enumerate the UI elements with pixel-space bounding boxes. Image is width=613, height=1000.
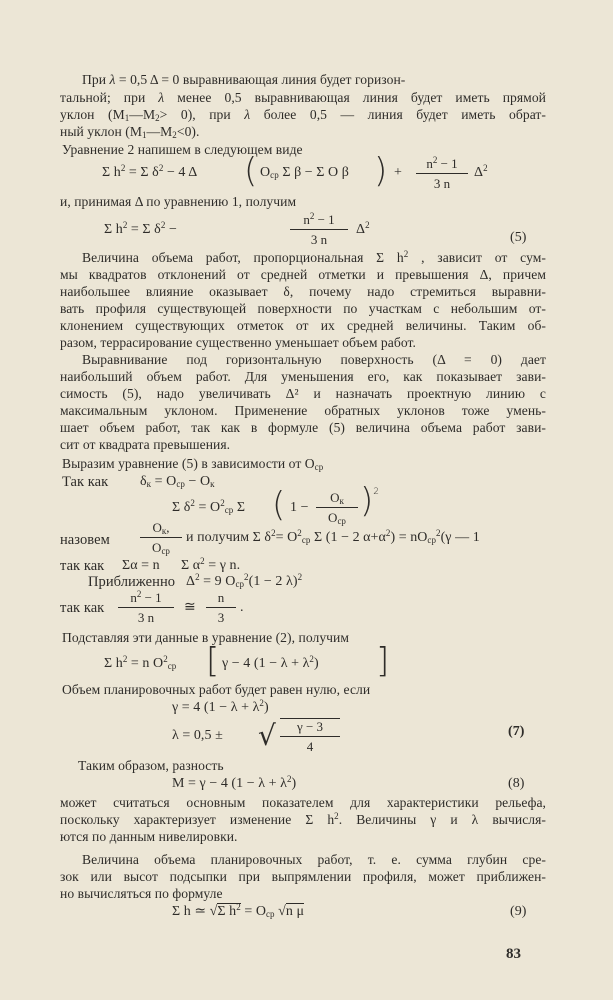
paren-close: )$^2$	[360, 481, 379, 521]
fraction: $\frac{n^2 - 1}{3 n}$	[290, 212, 348, 248]
paren-open: (	[272, 485, 286, 525]
fraction: $\frac{n^2 - 1}{3 n}$	[416, 156, 468, 192]
text-line: может считаться основным показателем для характеристики рельефа,	[60, 795, 546, 810]
fraction: $\frac{n}{3}$	[206, 590, 236, 626]
equation-5: Σ $h^2 = \Sigma$ $\delta^2$ −	[104, 220, 177, 237]
text-line: но вычисляться по формуле	[60, 886, 223, 901]
equation-b: $\delta_к = O_{ср} - O_к$	[140, 474, 215, 489]
fraction: $\frac{\gamma - 3}{4}$	[280, 718, 340, 755]
text-line: клонением существующих отметок от их средней величины. Таким об-	[60, 318, 546, 333]
text-line: симость (5), надо увеличивать Δ² и назначать проектную линию с	[60, 386, 546, 401]
text-line: и, принимая Δ по уравнению 1, получим	[60, 194, 297, 209]
text-line: так как	[60, 558, 105, 574]
equation-7: λ = 0,5 ±	[172, 728, 223, 743]
text-line: разом, террасирование существенно уменьшает объем работ.	[60, 335, 416, 350]
text-line: При λ = 0,5 Δ = 0 выравнивающая линия будет горизон-	[82, 72, 406, 87]
text-line: зок или высот подсыпки при выпрямлении профиля, может приближен-	[60, 869, 546, 884]
text-line: Величина объема работ, пропорциональная Σ $h^2$ , зависит от сум-	[82, 249, 546, 265]
text-line: Таким образом, разность	[78, 758, 224, 773]
text-line: мы квадратов отклонений от средней отметки и превышения Δ, причем	[60, 267, 546, 282]
equation-9: Σ h ≃ √Σ $h^2 = O_{ср}$ √n μ	[172, 902, 305, 919]
text-line: наибольший объем работ. Для уменьшения его, как показывает зави-	[60, 369, 546, 384]
equation-8: M = γ − 4 $(1 - \lambda + \lambda^2)$	[172, 774, 297, 791]
text-line: ный уклон $(M_1—M_2<0)$.	[60, 124, 200, 140]
text-line: шает объем работ, так как в формуле (5) величина объема работ зави-	[60, 420, 546, 435]
equation-a-left: Σ $h^2 = \Sigma$ $\delta^2 - 4$ Δ	[102, 163, 198, 180]
bracket-close: ]	[376, 641, 390, 681]
text-line: Подставляя эти данные в уравнение (2), получим	[62, 630, 350, 645]
paren-close: )	[374, 151, 388, 191]
fraction: $\frac{n^2 - 1}{3 n}$	[118, 590, 174, 626]
equation-d: и получим Σ $\delta^2= O^2_{ср}$ Σ (1 − 2 $\alpha+\alpha^2) = nO_{ср}^2(\gamma$ — 1	[186, 528, 480, 545]
text-line: Выравнивание под горизонтальную поверхность (Δ = 0) дает	[82, 352, 546, 367]
bracket-open: [	[206, 641, 220, 681]
equation-h-body: γ − 4 $(1 - \lambda + \lambda^2)$	[222, 654, 319, 671]
text-line: наибольшее влияние оказывает δ, почему надо стремиться выравни-	[60, 284, 546, 299]
text-line: максимальным уклоном. Применение обратных уклонов тоже умень-	[60, 403, 546, 418]
equation-5-tail: $\Delta^2$	[356, 220, 370, 237]
paren-open: (	[244, 151, 258, 191]
text-line: Величина объема планировочных работ, т. е. сумма глубин сре-	[82, 852, 546, 867]
equation-f: $\Delta^2 = 9$ $O_{ср}^2(1 - 2$ λ)$^2$	[186, 572, 303, 589]
text-line: так как	[60, 600, 105, 616]
text-line: Уравнение 2 напишем в следующем виде	[62, 142, 303, 157]
equation-h: Σ $h^2 = n$ $O^2_{ср}$	[104, 654, 177, 671]
equation-a-mid: $O_{ср}$ Σ β − Σ O β	[260, 165, 349, 180]
text-line: ются по данным нивелировки.	[60, 829, 238, 844]
equation-a-tail: $\Delta^2$	[474, 163, 488, 180]
equation-a-plus: +	[394, 165, 402, 180]
equation-c-one: 1 −	[290, 500, 309, 515]
fraction: $O_к$ $O_{ср}$	[316, 490, 358, 526]
text-line: Приближенно	[88, 574, 176, 590]
text-line: вать профиля существующей поверхности по участкам с небольшим от-	[60, 301, 546, 316]
sqrt-sign: √	[258, 719, 276, 752]
equation-c: Σ $\delta^2 = O^2_{ср}$ Σ	[172, 498, 246, 515]
text-line: Так как	[62, 474, 109, 490]
equation-number: (7)	[508, 724, 525, 739]
text-line: назовем	[60, 532, 110, 548]
text-line: тальной; при λ менее 0,5 выравнивающая линия будет иметь прямой	[60, 90, 546, 105]
text-line: уклон $(M_1—M_2> 0)$, при λ более 0,5 — линия будет иметь обрат-	[60, 107, 546, 123]
equation-number: (9)	[510, 904, 527, 919]
text-line: Выразим уравнение (5) в зависимости от $O_{ср}$	[62, 456, 324, 472]
text-line: сит от квадрата превышения.	[60, 437, 231, 452]
approx-sign: ≅	[184, 600, 196, 615]
equation-e: Σα = n Σ $\alpha^2 = \gamma$ n.	[122, 556, 241, 573]
fraction: $O_к$, $O_{ср}$	[140, 520, 182, 556]
equation-number: (8)	[508, 776, 525, 791]
text-line: Объем планировочных работ будет равен нулю, если	[62, 682, 371, 697]
period: .	[240, 600, 244, 615]
text-line: поскольку характеризует изменение Σ $h^2$. Величины γ и λ вычисля-	[60, 811, 546, 827]
page-number: 83	[506, 946, 522, 962]
equation-number: (5)	[510, 230, 527, 245]
equation-i: γ = 4 $(1 - \lambda + \lambda^2)$	[172, 698, 269, 715]
